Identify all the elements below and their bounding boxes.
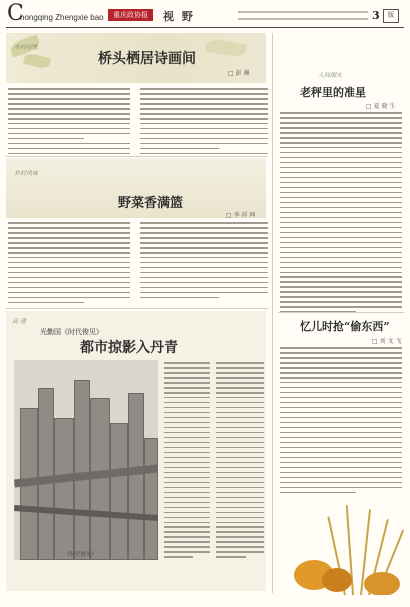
- article-title: 老秤里的准星: [300, 86, 366, 99]
- cityscape-painting: [14, 360, 158, 560]
- article-byline: □ 彭 琳: [228, 70, 250, 77]
- article-tag: 高 速: [12, 318, 26, 325]
- article-subtitle: 光勤国《时代俊见》: [40, 328, 103, 336]
- photo-caption: 《时代俊见》: [64, 552, 98, 558]
- article-body: [280, 112, 402, 316]
- page-number: 3: [372, 9, 380, 22]
- column-divider: [272, 33, 273, 593]
- section-rule: [6, 308, 268, 309]
- section-rule: [278, 312, 404, 313]
- article-byline: □ 夏 晓 生: [366, 103, 396, 110]
- masthead: [0, 0, 410, 30]
- article-title: 忆儿时抢“偷东西”: [300, 320, 390, 333]
- section-rule: [6, 156, 268, 157]
- masthead-info-2: [238, 17, 368, 21]
- article-title: 都市掠影入丹青: [80, 340, 178, 356]
- masthead-info: [238, 10, 368, 14]
- brand-initial: C: [7, 1, 24, 26]
- article-body: [216, 362, 264, 561]
- article-body: [164, 362, 210, 561]
- harvest-illustration: [284, 500, 404, 595]
- article-byline: □ 李 祥 坤: [226, 212, 256, 219]
- section-title: 视 野: [163, 10, 195, 23]
- article-title: 野菜香满篮: [118, 196, 184, 211]
- article-body: [8, 222, 130, 307]
- article-tag: 乡村印象: [14, 44, 39, 51]
- brand-name: hongqing Zhengxie bao: [20, 13, 104, 22]
- article-body: [280, 347, 402, 497]
- article-tag: 人间烟火: [318, 72, 343, 79]
- article-title: 桥头栖居诗画间: [98, 51, 196, 67]
- article-body: [8, 88, 130, 158]
- article-tag: 乡村风味: [14, 170, 39, 177]
- page-tab: 版: [383, 9, 399, 23]
- article-body: [140, 88, 268, 158]
- newspaper-logo: 重庆政协报: [108, 9, 153, 21]
- article-body: [140, 222, 268, 302]
- article-byline: □ 刘 文 飞: [372, 338, 402, 345]
- masthead-rule: [6, 27, 404, 28]
